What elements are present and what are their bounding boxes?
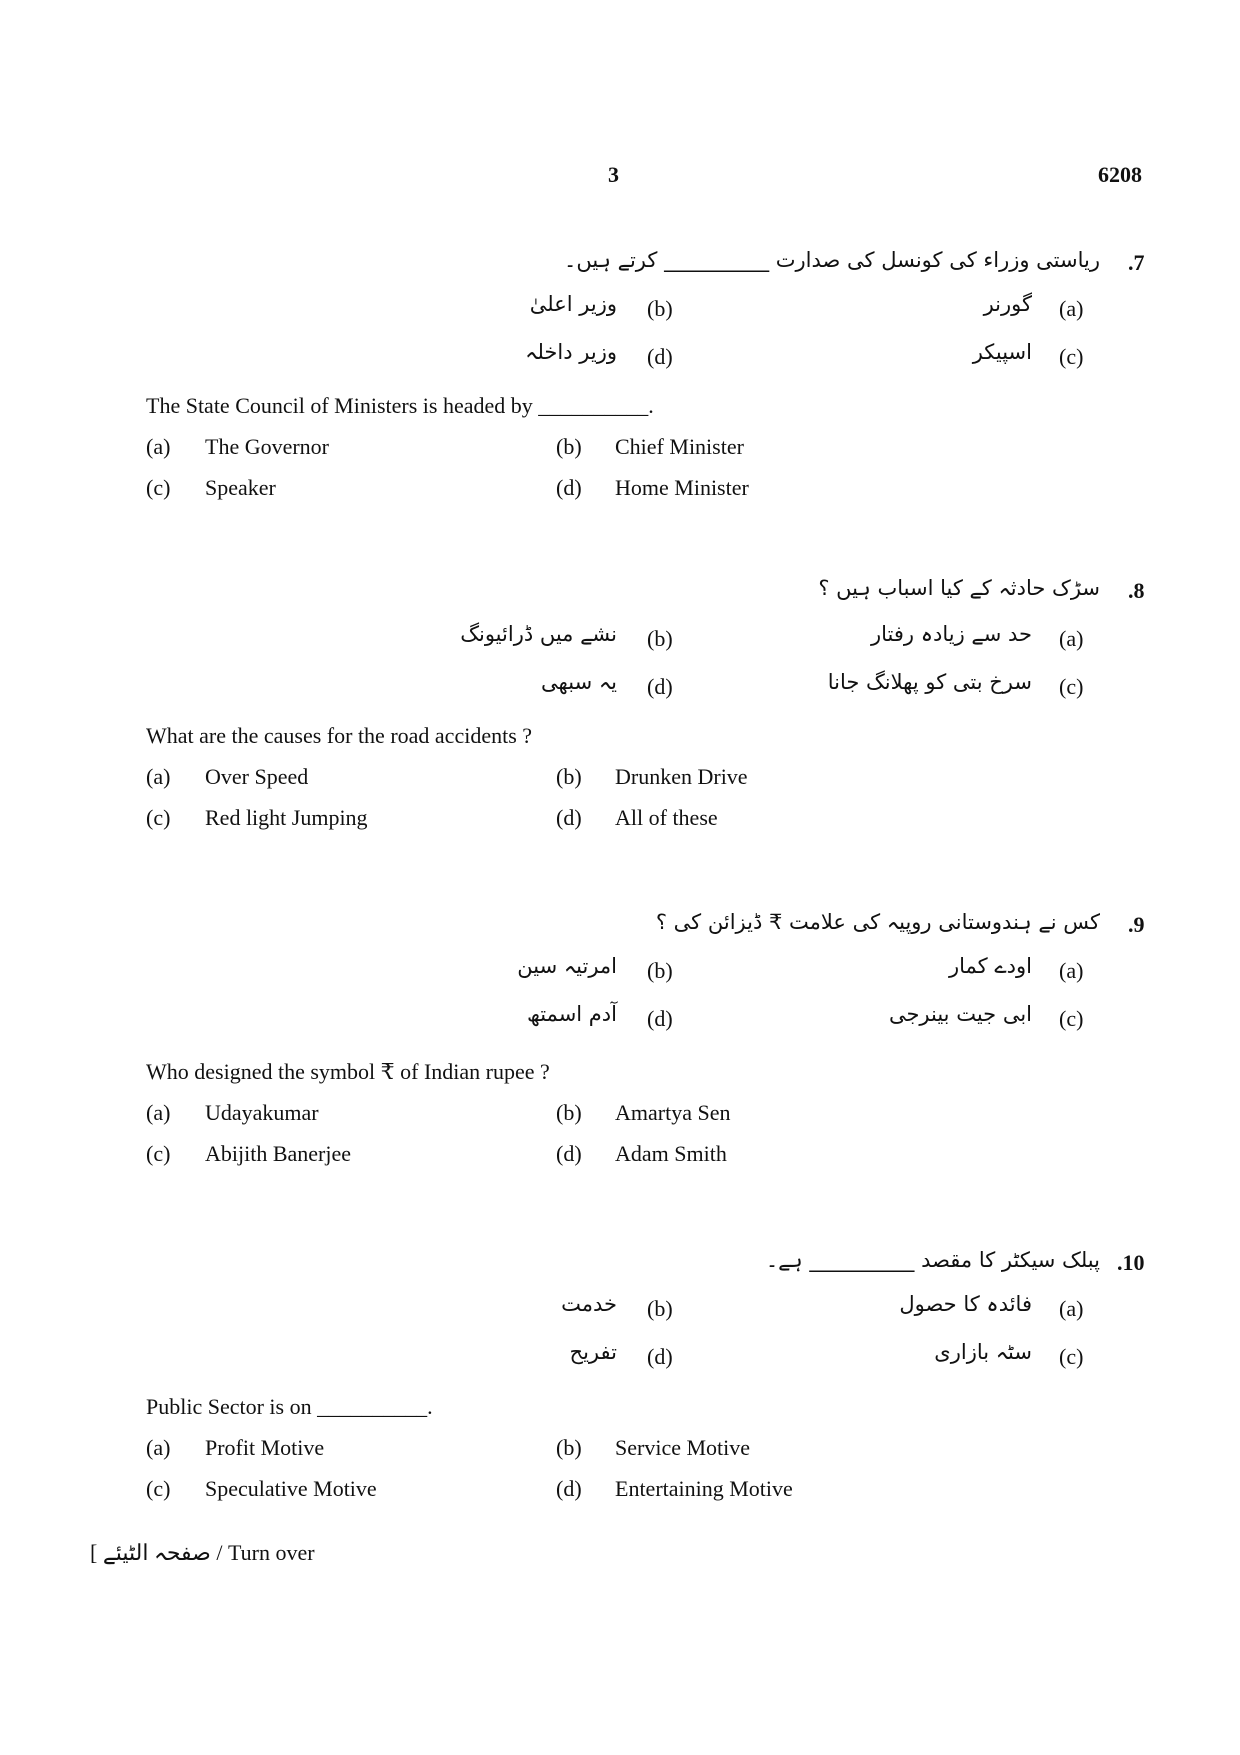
- urdu-option-c-text: اسپیکر: [972, 340, 1032, 364]
- urdu-option-d-letter: (d): [647, 1006, 673, 1031]
- english-option-c-text: Speaker: [205, 475, 276, 500]
- urdu-option-d-letter: (d): [647, 674, 673, 699]
- english-option-c-letter: (c): [146, 805, 171, 830]
- urdu-option-d-text: یہ سبھی: [541, 670, 617, 694]
- urdu-option-d-letter: (d): [647, 1344, 673, 1369]
- urdu-option-a-letter: (a): [1059, 1296, 1084, 1321]
- urdu-option-c-letter: (c): [1059, 344, 1084, 369]
- english-option-a-letter: (a): [146, 1100, 171, 1125]
- urdu-option-b-letter: (b): [647, 626, 673, 651]
- english-question: Public Sector is on __________.: [146, 1394, 433, 1419]
- english-question: Who designed the symbol ₹ of Indian rupee ?: [146, 1059, 550, 1084]
- english-option-d-text: Home Minister: [615, 475, 749, 500]
- english-option-c-letter: (c): [146, 1476, 171, 1501]
- urdu-question: ریاستی وزراء کی کونسل کی صدارت __________ کرتے ہیں۔: [564, 248, 1100, 272]
- urdu-option-c-letter: (c): [1059, 1344, 1084, 1369]
- urdu-option-b-text: امرتیہ سین: [517, 954, 617, 978]
- english-option-a-text: Profit Motive: [205, 1435, 325, 1460]
- question-number: .7: [1128, 250, 1145, 275]
- urdu-option-c-text: سرخ بتی کو پھلانگ جانا: [827, 670, 1032, 694]
- urdu-question: کس نے ہندوستانی روپیہ کی علامت ₹ ڈیزائن کی ؟: [655, 910, 1100, 934]
- english-option-d-text: Entertaining Motive: [615, 1476, 793, 1501]
- turn-over-note: [ صفحہ الٹیئے / Turn over: [90, 1540, 315, 1565]
- urdu-option-a-text: حد سے زیادہ رفتار: [870, 622, 1032, 646]
- urdu-option-b-text: نشے میں ڈرائیونگ: [460, 622, 617, 646]
- urdu-option-b-letter: (b): [647, 958, 673, 983]
- question-number: .9: [1128, 912, 1145, 937]
- english-option-c-letter: (c): [146, 475, 171, 500]
- english-option-c-text: Speculative Motive: [205, 1476, 377, 1501]
- urdu-option-d-letter: (d): [647, 344, 673, 369]
- urdu-option-d-text: آدم اسمتھ: [526, 1002, 617, 1026]
- english-option-d-text: Adam Smith: [615, 1141, 727, 1166]
- urdu-option-c-letter: (c): [1059, 1006, 1084, 1031]
- urdu-option-b-letter: (b): [647, 1296, 673, 1321]
- english-option-b-letter: (b): [556, 434, 582, 459]
- urdu-option-b-letter: (b): [647, 296, 673, 321]
- urdu-option-a-letter: (a): [1059, 296, 1084, 321]
- english-option-b-text: Service Motive: [615, 1435, 751, 1460]
- english-option-a-text: The Governor: [205, 434, 330, 459]
- urdu-option-c-text: سٹہ بازاری: [934, 1340, 1032, 1364]
- urdu-option-c-text: ابی جیت بینرجی: [888, 1002, 1032, 1026]
- english-option-c-text: Red light Jumping: [205, 805, 368, 830]
- urdu-option-a-text: گورنر: [983, 292, 1032, 316]
- english-question: What are the causes for the road accidents ?: [146, 723, 533, 748]
- english-option-a-letter: (a): [146, 1435, 171, 1460]
- english-option-a-letter: (a): [146, 764, 171, 789]
- english-option-b-letter: (b): [556, 1435, 582, 1460]
- urdu-option-b-text: خدمت: [561, 1292, 617, 1316]
- english-option-c-letter: (c): [146, 1141, 171, 1166]
- urdu-option-a-text: فائدہ کا حصول: [899, 1292, 1032, 1316]
- english-option-d-letter: (d): [556, 475, 582, 500]
- english-option-a-text: Udayakumar: [205, 1100, 319, 1125]
- english-option-d-text: All of these: [615, 805, 718, 830]
- urdu-option-a-letter: (a): [1059, 958, 1084, 983]
- english-option-b-text: Chief Minister: [615, 434, 744, 459]
- page-number: 3: [608, 162, 619, 187]
- english-option-d-letter: (d): [556, 1476, 582, 1501]
- urdu-option-a-text: اودے کمار: [949, 954, 1032, 978]
- urdu-option-d-text: تفریح: [569, 1340, 617, 1364]
- urdu-question: پبلک سیکٹر کا مقصد __________ ہے۔: [765, 1248, 1100, 1272]
- english-option-b-letter: (b): [556, 764, 582, 789]
- urdu-option-d-text: وزیر داخلہ: [525, 340, 617, 364]
- urdu-option-a-letter: (a): [1059, 626, 1084, 651]
- english-option-a-text: Over Speed: [205, 764, 309, 789]
- english-option-a-letter: (a): [146, 434, 171, 459]
- paper-code: 6208: [1098, 162, 1142, 187]
- urdu-option-c-letter: (c): [1059, 674, 1084, 699]
- urdu-question: سڑک حادثہ کے کیا اسباب ہیں ؟: [818, 576, 1100, 600]
- english-option-b-text: Drunken Drive: [615, 764, 748, 789]
- question-number: .8: [1128, 578, 1145, 603]
- english-option-b-letter: (b): [556, 1100, 582, 1125]
- english-option-c-text: Abijith Banerjee: [205, 1141, 352, 1166]
- english-option-d-letter: (d): [556, 1141, 582, 1166]
- english-option-b-text: Amartya Sen: [615, 1100, 731, 1125]
- english-question: The State Council of Ministers is headed by __________.: [146, 393, 654, 418]
- urdu-option-b-text: وزیر اعلیٰ: [529, 292, 617, 316]
- question-number: .10: [1117, 1250, 1145, 1275]
- english-option-d-letter: (d): [556, 805, 582, 830]
